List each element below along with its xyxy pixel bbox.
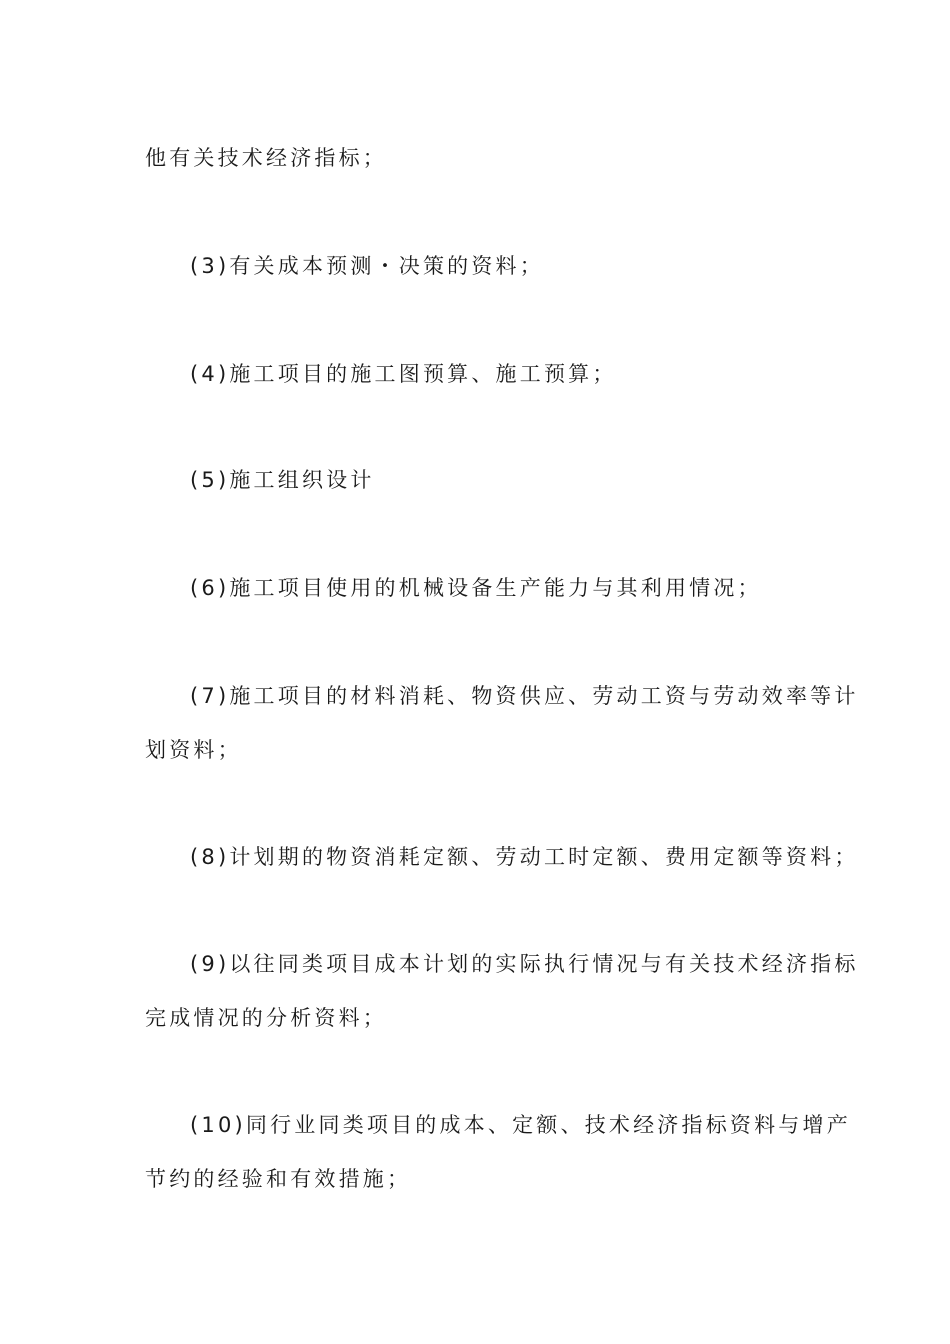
paragraph-line: 节约的经验和有效措施； (145, 1167, 412, 1191)
paragraph-line: 他有关技术经济指标； (145, 146, 387, 170)
paragraph-line: (8)计划期的物资消耗定额、劳动工时定额、费用定额等资料； (190, 845, 859, 869)
paragraph-line: (7)施工项目的材料消耗、物资供应、劳动工资与劳动效率等计 (190, 684, 859, 708)
paragraph-line: (6)施工项目使用的机械设备生产能力与其利用情况； (190, 576, 762, 600)
paragraph-line: 划资料； (145, 738, 242, 762)
paragraph-line: (5)施工组织设计 (190, 468, 375, 492)
paragraph-line: 完成情况的分析资料； (145, 1006, 387, 1030)
paragraph-line: (3)有关成本预测・决策的资料； (190, 254, 544, 278)
paragraph-line: (10)同行业同类项目的成本、定额、技术经济指标资料与增产 (190, 1113, 851, 1137)
paragraph-line: (4)施工项目的施工图预算、施工预算； (190, 362, 617, 386)
paragraph-line: (9)以往同类项目成本计划的实际执行情况与有关技术经济指标 (190, 952, 859, 976)
